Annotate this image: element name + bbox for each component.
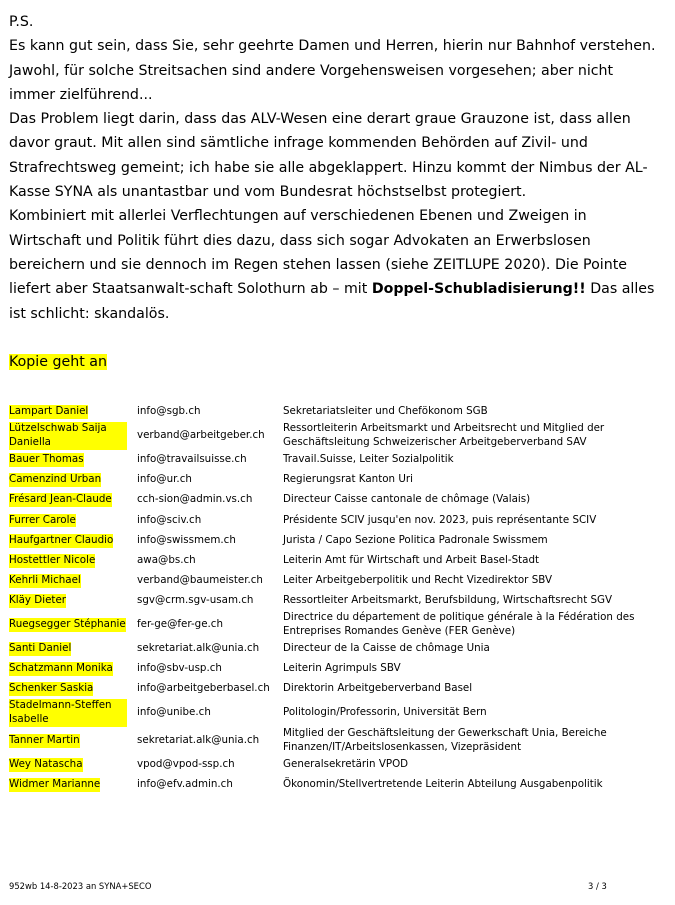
table-row: [9, 531, 643, 551]
table-row: [9, 490, 643, 510]
recipient-email: verband@arbeitgeber.ch: [137, 429, 265, 442]
copy-heading-text: Kopie geht an: [9, 354, 107, 370]
table-row: [9, 755, 643, 775]
recipient-name-cell: [9, 659, 137, 679]
recipient-name: Bauer Thomas: [9, 452, 84, 465]
recipient-name-cell: [9, 470, 137, 490]
recipient-email: info@arbeitgeberbasel.ch: [137, 682, 270, 695]
recipient-name: Lützelschwab Saija Daniella: [9, 422, 127, 450]
ps-paragraph-1: Es kann gut sein, dass Sie, sehr geehrte Damen und Herren, hierin nur Bahnhof verstehen. Jawohl, für solche Streitsachen sind andere Vorgehensweisen vorgesehen; aber nicht immer zielführend...: [9, 38, 656, 103]
table-row: [9, 450, 643, 470]
ps-paragraph-2: Das Problem liegt darin, dass das ALV-Wesen eine derart graue Grauzone ist, dass allen davor graut. Mit allen sind sämtliche infrage kommenden Behörden auf Zivil- und Strafrechtsweg gemeint; ich habe sie alle abgeklappert. Hinzu kommt der Nimbus der AL-Kasse SYNA als unantastbar und vom Bundesrat höchstselbst protegiert.: [9, 111, 648, 201]
recipients-table: [9, 402, 643, 795]
recipient-name-cell: [9, 422, 137, 450]
recipient-name: Tanner Martin: [9, 733, 80, 746]
recipient-email: fer-ge@fer-ge.ch: [137, 618, 223, 631]
footer-document-ref: 952wb 14-8-2023 an SYNA+SECO: [9, 881, 152, 891]
recipient-name: Ruegsegger Stéphanie: [9, 618, 126, 631]
recipient-email: verband@baumeister.ch: [137, 574, 263, 587]
recipient-name: Frésard Jean-Claude: [9, 493, 112, 506]
recipient-email: cch-sion@admin.vs.ch: [137, 493, 253, 506]
recipient-name: Wey Natascha: [9, 757, 83, 770]
recipient-name-cell: [9, 490, 137, 510]
recipient-name: Haufgartner Claudio: [9, 533, 114, 546]
recipient-role: Ressortleiterin Arbeitsmarkt und Arbeitsrecht und Mitglied der Geschäftsleitung Schweizerischer Arbeitgeberverband SAV: [283, 422, 605, 448]
recipient-name-cell: [9, 611, 137, 639]
recipient-name-cell: [9, 755, 137, 775]
recipient-role: Directrice du département de politique générale à la Fédération des Entreprises Romandes Genève (FER Genève): [283, 611, 635, 638]
table-row: [9, 775, 643, 795]
table-row: [9, 510, 643, 530]
recipient-email: sekretariat.alk@unia.ch: [137, 733, 260, 746]
recipient-role: Directeur Caisse cantonale de chômage (Valais): [283, 493, 531, 506]
recipient-name: Kläy Dieter: [9, 594, 67, 607]
table-row: [9, 402, 643, 422]
recipient-name: Widmer Marianne: [9, 778, 101, 790]
recipient-role: Directeur de la Caisse de chômage Unia: [283, 642, 490, 655]
table-row: [9, 591, 643, 611]
recipient-email: info@sgb.ch: [137, 405, 201, 418]
recipient-name: Hostettler Nicole: [9, 553, 96, 566]
recipient-role: Regierungsrat Kanton Uri: [283, 473, 413, 486]
recipient-role: Mitglied der Geschäftsleitung der Gewerkschaft Unia, Bereiche Finanzen/IT/Arbeitslosenkassen, Vizepräsident: [283, 727, 607, 753]
table-row: [9, 699, 643, 727]
recipient-name: Santi Daniel: [9, 642, 72, 655]
recipient-role: Présidente SCIV jusqu'en nov. 2023, puis représentante SCIV: [283, 513, 597, 526]
table-row: [9, 679, 643, 699]
recipient-email: sgv@crm.sgv-usam.ch: [137, 594, 254, 607]
recipient-name-cell: [9, 571, 137, 591]
recipient-name-cell: [9, 510, 137, 530]
table-row: [9, 422, 643, 450]
recipient-email: info@travailsuisse.ch: [137, 452, 247, 465]
recipient-email: info@ur.ch: [137, 473, 192, 486]
table-row: [9, 727, 643, 755]
recipient-email: info@efv.admin.ch: [137, 778, 233, 790]
table-row: [9, 639, 643, 659]
recipient-name: Schatzmann Monika: [9, 662, 113, 675]
recipient-name: Furrer Carole: [9, 513, 76, 526]
table-row: [9, 551, 643, 571]
table-row: [9, 611, 643, 639]
recipient-name-cell: [9, 551, 137, 571]
recipient-name: Schenker Saskia: [9, 682, 94, 695]
footer-page-number: 3 / 3: [588, 881, 607, 891]
table-row: [9, 571, 643, 591]
recipient-role: Jurista / Capo Sezione Politica Padronale Swissmem: [283, 533, 548, 546]
recipient-role: Travail.Suisse, Leiter Sozialpolitik: [283, 452, 454, 465]
recipient-role: Ökonomin/Stellvertretende Leiterin Abteilung Ausgabenpolitik: [283, 778, 603, 790]
recipient-role: Leiterin Amt für Wirtschaft und Arbeit Basel-Stadt: [283, 553, 540, 566]
recipient-name: Stadelmann-Steffen Isabelle: [9, 699, 127, 727]
recipient-name: Kehrli Michael: [9, 574, 81, 587]
recipient-role: Ressortleiter Arbeitsmarkt, Berufsbildung, Wirtschaftsrecht SGV: [283, 594, 613, 607]
recipient-name-cell: [9, 727, 137, 755]
recipient-email: info@sbv-usp.ch: [137, 662, 222, 675]
recipient-name-cell: [9, 639, 137, 659]
recipient-name-cell: [9, 775, 137, 795]
recipient-name-cell: [9, 591, 137, 611]
table-row: [9, 470, 643, 490]
recipient-role: Politologin/Professorin, Universität Bern: [283, 706, 487, 719]
ps-paragraph-3: [9, 204, 661, 325]
recipient-role: Leiter Arbeitgeberpolitik und Recht Vizedirektor SBV: [283, 574, 553, 587]
recipient-email: info@swissmem.ch: [137, 533, 236, 546]
ps-paragraph-3-start: Kombiniert mit allerlei Verflechtungen auf verschiedenen Ebenen und Zweigen in Wirtschaft und Politik führt dies dazu, dass sich sogar Advokaten an Erwerbslosen bereichern und sie dennoch im Regen stehen lassen (siehe ZEITLUPE 2020). Die Pointe liefert aber Staatsanwalt-schaft Solothurn ab – mit: [9, 208, 628, 298]
recipient-name-cell: [9, 531, 137, 551]
recipient-role: Leiterin Agrimpuls SBV: [283, 662, 401, 675]
recipient-email: sekretariat.alk@unia.ch: [137, 642, 260, 655]
ps-paragraph-3-bold: Doppel-Schubladisierung!!: [371, 281, 586, 298]
recipient-name-cell: [9, 402, 137, 422]
postscript-block: [9, 10, 661, 326]
recipient-name: Lampart Daniel: [9, 405, 89, 418]
recipient-email: info@unibe.ch: [137, 706, 211, 719]
ps-label: P.S.: [9, 14, 34, 30]
recipient-role: Sekretariatsleiter und Chefökonom SGB: [283, 405, 488, 418]
table-row: [9, 659, 643, 679]
recipient-role: Direktorin Arbeitgeberverband Basel: [283, 682, 473, 695]
recipient-email: info@sciv.ch: [137, 513, 202, 526]
copy-heading: [9, 350, 107, 374]
recipient-name-cell: [9, 679, 137, 699]
recipient-email: vpod@vpod-ssp.ch: [137, 757, 235, 770]
recipient-name-cell: [9, 450, 137, 470]
ps-paragraph-3-end: Das alles ist schlicht: skandalös.: [9, 281, 655, 322]
recipient-name-cell: [9, 699, 137, 727]
recipient-role: Generalsekretärin VPOD: [283, 757, 409, 770]
recipient-name: Camenzind Urban: [9, 473, 102, 486]
recipient-email: awa@bs.ch: [137, 553, 196, 566]
